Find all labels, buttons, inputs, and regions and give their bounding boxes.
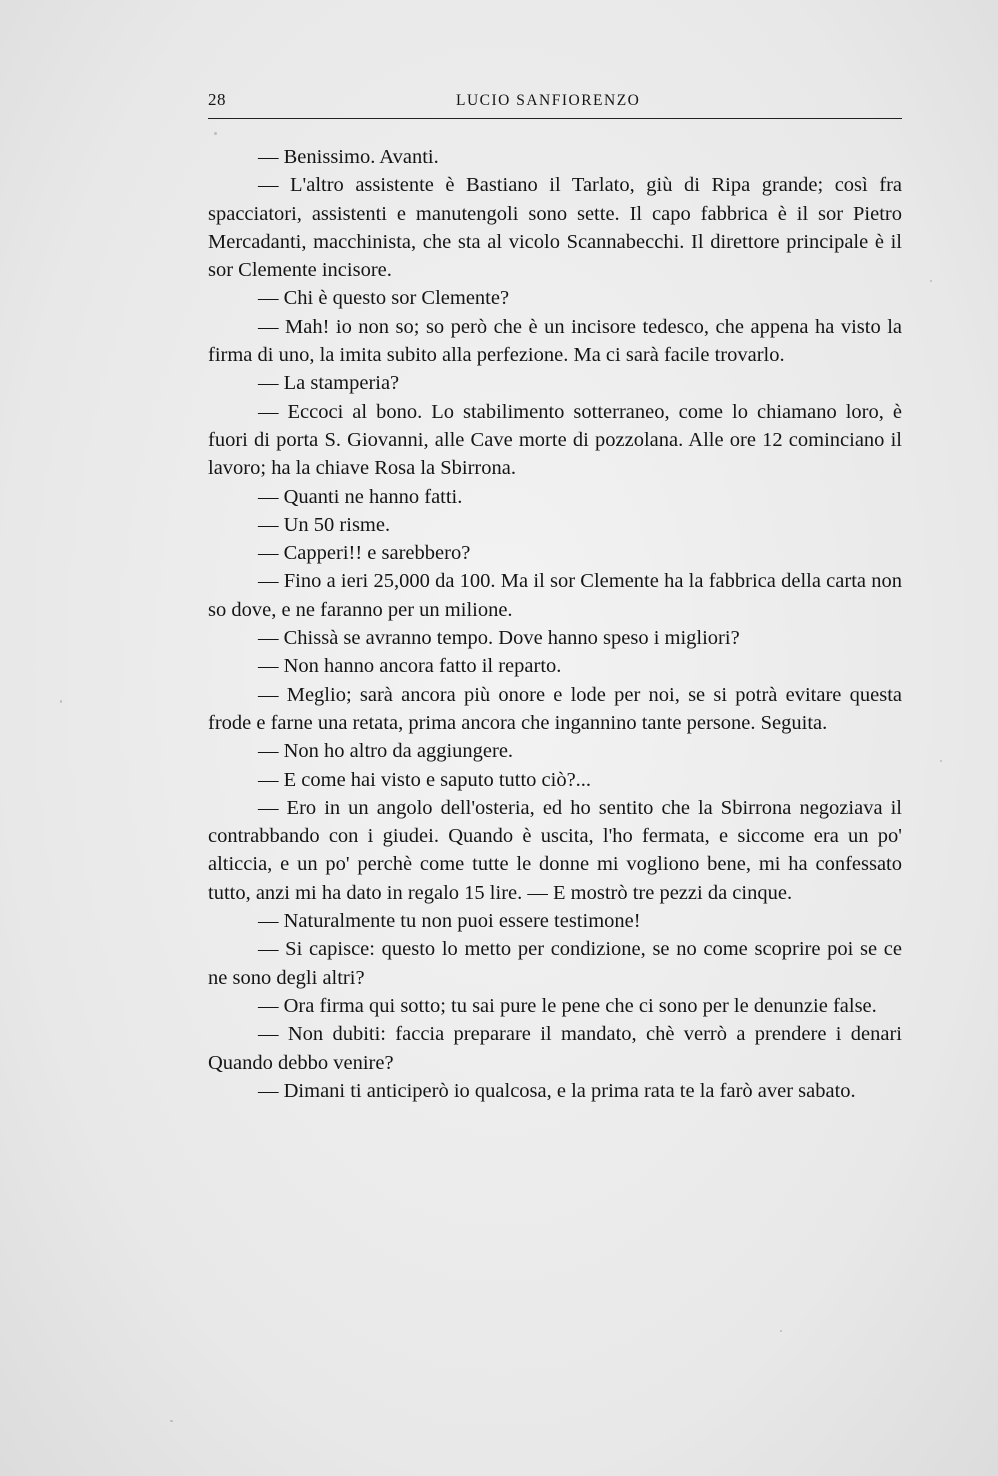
scan-speck [214,132,217,135]
paragraph: — Eccoci al bono. Lo stabilimento sotterraneo, come lo chiamano loro, è fuori di porta S. Giovanni, alle Cave morte di pozzolana. Alle ore 12 cominciano il lavoro; ha la chiave Rosa la Sbirrona. [208,400,902,480]
paragraph: — Dimani ti anticiperò io qualcosa, e la prima rata te la farò aver sabato. [258,1079,856,1102]
paragraph: — Ero in un angolo dell'osteria, ed ho sentito che la Sbirrona negoziava il contrabbando con i giudei. Quando è uscita, l'ho fermata, e siccome era un po' alticcia, e un po' perchè come tutte le donne mi vogliono bene, mi ha confessato tutto, anzi mi ha dato in regalo 15 lire. — E mostrò tre pezzi da cinque. [208,796,902,904]
page-number: 28 [208,90,226,109]
scan-speck [780,1330,782,1332]
scan-speck [60,700,62,703]
scan-speck [170,1420,173,1422]
paragraph: — Si capisce: questo lo metto per condizione, se no come scoprire poi se ce ne sono degli altri? [208,938,902,989]
paragraph: — Non hanno ancora fatto il reparto. [258,655,562,678]
paragraph: — E come hai visto e saputo tutto ciò?... [258,768,592,791]
body-text [208,143,902,1105]
scan-speck [940,760,942,762]
paragraph: — Fino a ieri 25,000 da 100. Ma il sor Clemente ha la fabbrica della carta non so dove, e ne faranno per un milione. [208,570,902,621]
paragraph: — Capperi!! e sarebbero? [258,542,471,565]
paragraph: — La stamperia? [258,372,400,395]
paragraph: — Un 50 risme. [258,513,391,536]
paragraph: — Non dubiti: faccia preparare il mandato, chè verrò a prendere i denari Quando debbo venire? [208,1023,902,1074]
paragraph: — Chi è questo sor Clemente? [258,287,510,310]
paragraph: — Ora firma qui sotto; tu sai pure le pene che ci sono per le denunzie false. [258,994,877,1017]
paragraph: — Mah! io non so; so però che è un incisore tedesco, che appena ha visto la firma di uno, la imita subito alla perfezione. Ma ci sarà facile trovarlo. [208,315,902,367]
paragraph: — Quanti ne hanno fatti. [258,485,463,508]
paragraph: — Chissà se avranno tempo. Dove hanno speso i migliori? [258,627,740,650]
paragraph: — Meglio; sarà ancora più onore e lode per noi, se si potrà evitare questa frode e farne una retata, prima ancora che ingannino tante persone. Seguita. [208,683,902,734]
paragraph: — Non ho altro da aggiungere. [258,740,514,763]
paragraph: — L'altro assistente è Bastiano il Tarlato, giù di Ripa grande; così fra spacciatori, assistenti e manutengoli sono sette. Il capo fabbrica è il sor Pietro Mercadanti, macchinista, che sta al vicolo Scannabecchi. Il direttore principale è il sor Clemente incisore. [208,174,902,282]
paragraph: — Benissimo. Avanti. [258,146,439,168]
scan-speck [930,280,932,282]
paragraph: — Naturalmente tu non puoi essere testimone! [258,910,641,933]
running-head: LUCIO SANFIORENZO [456,92,641,109]
page-header [208,90,902,119]
